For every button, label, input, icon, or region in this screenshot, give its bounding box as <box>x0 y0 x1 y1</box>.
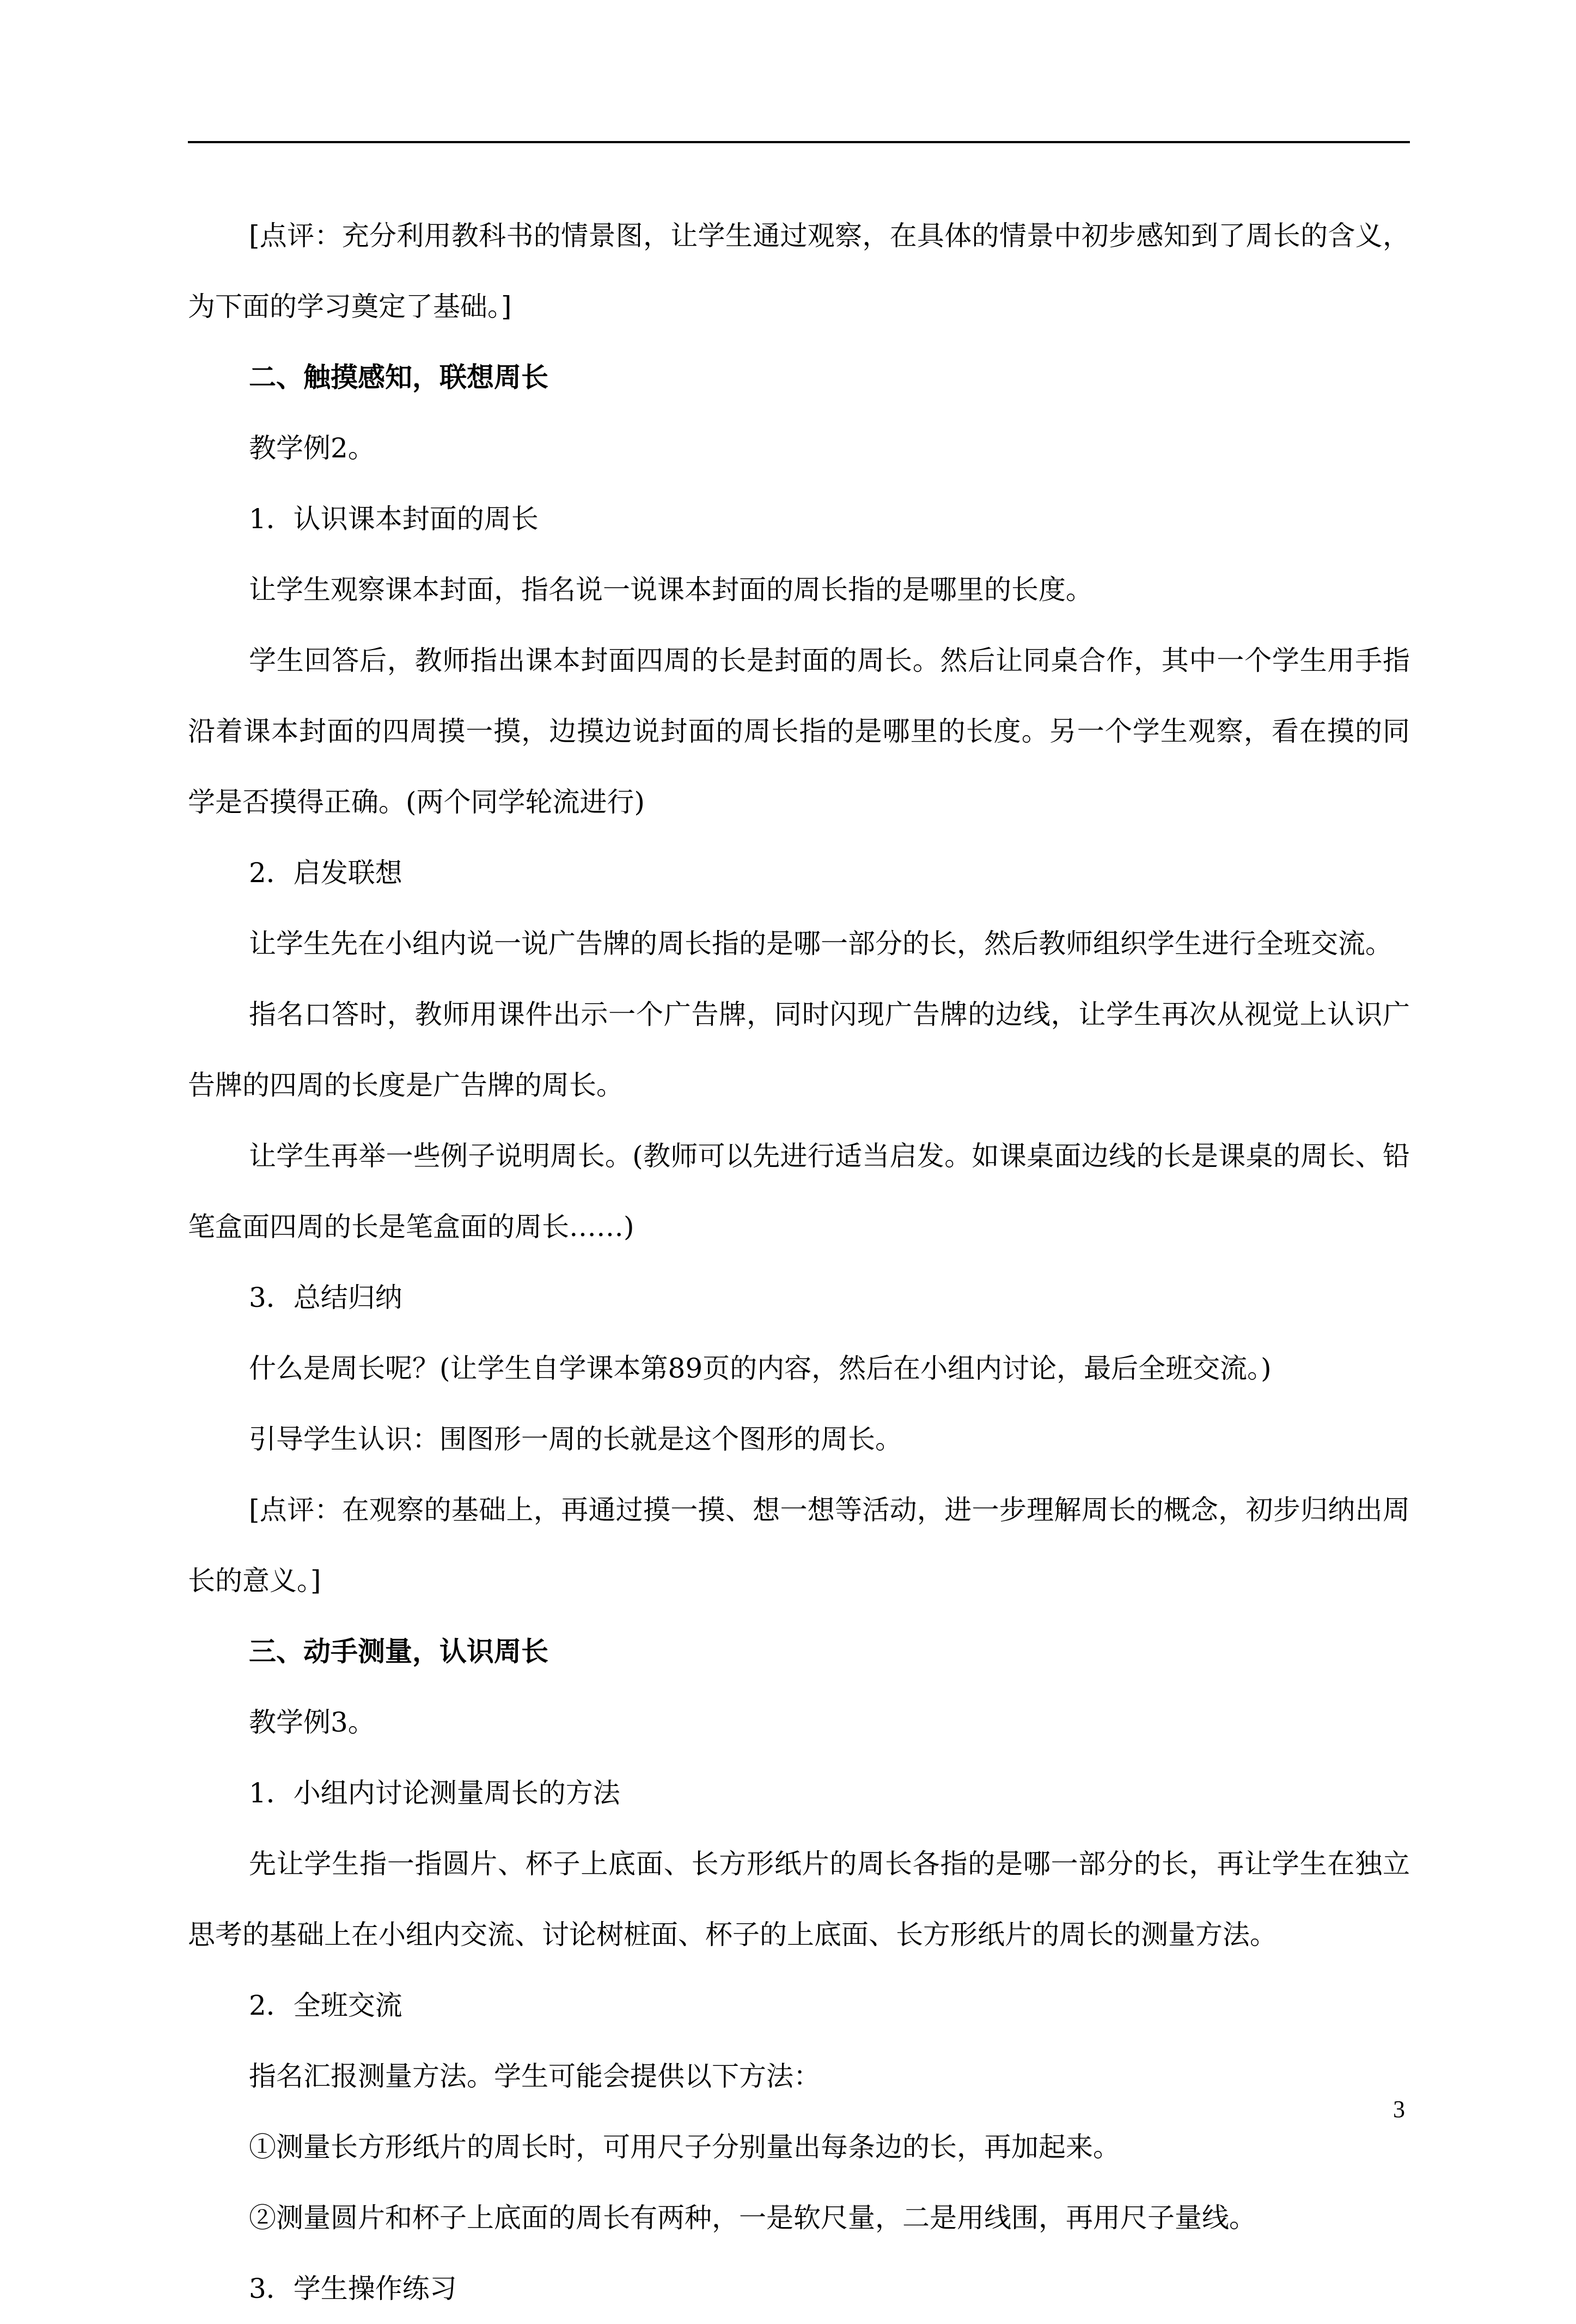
paragraph: 让学生先在小组内说一说广告牌的周长指的是哪一部分的长，然后教师组织学生进行全班交流。 <box>249 928 1392 959</box>
subheading: 1．认识课本封面的周长 <box>249 503 539 535</box>
page-number: 3 <box>1393 2096 1405 2123</box>
subheading: 2．全班交流 <box>249 1990 402 2021</box>
paragraph: 引导学生认识：围图形一周的长就是这个图形的周长。 <box>249 1423 902 1455</box>
section-heading: 二、触摸感知，联想周长 <box>249 361 548 393</box>
subheading: 1．小组内讨论测量周长的方法 <box>249 1777 620 1809</box>
list-item: ①测量长方形纸片的周长时，可用尺子分别量出每条边的长，再加起来。 <box>249 2131 1120 2163</box>
header-rule <box>188 141 1410 143</box>
list-item: ②测量圆片和杯子上底面的周长有两种，一是软尺量，二是用线围，再用尺子量线。 <box>249 2202 1256 2234</box>
paragraph: 指名汇报测量方法。学生可能会提供以下方法： <box>249 2060 821 2092</box>
paragraph: 让学生再举一些例子说明周长。(教师可以先进行适当启发。如课桌面边线的长是课桌的周长、铅笔盒面四周的长是笔盒面的周长……) <box>188 1140 1410 1243</box>
paragraph: [点评：在观察的基础上，再通过摸一摸、想一想等活动，进一步理解周长的概念，初步归纳出周长的意义。] <box>188 1494 1410 1597</box>
paragraph: 教学例3。 <box>249 1707 375 1738</box>
paragraph: 教学例2。 <box>249 432 375 464</box>
paragraph: 让学生观察课本封面，指名说一说课本封面的周长指的是哪里的长度。 <box>249 574 1093 606</box>
section-heading: 三、动手测量，认识周长 <box>249 1635 548 1667</box>
subheading: 3．总结归纳 <box>249 1282 402 1313</box>
paragraph: 什么是周长呢？(让学生自学课本第89页的内容，然后在小组内讨论，最后全班交流。) <box>249 1353 1272 1384</box>
subheading: 2．启发联想 <box>249 857 402 889</box>
paragraph: [点评：充分利用教科书的情景图，让学生通过观察，在具体的情景中初步感知到了周长的含义，为下面的学习奠定了基础。] <box>188 220 1410 322</box>
paragraph: 指名口答时，教师用课件出示一个广告牌，同时闪现广告牌的边线，让学生再次从视觉上认识广告牌的四周的长度是广告牌的周长。 <box>188 999 1410 1101</box>
paragraph: 先让学生指一指圆片、杯子上底面、长方形纸片的周长各指的是哪一部分的长，再让学生在独立思考的基础上在小组内交流、讨论树桩面、杯子的上底面、长方形纸片的周长的测量方法。 <box>188 1848 1410 1950</box>
paragraph: 学生回答后，教师指出课本封面四周的长是封面的周长。然后让同桌合作，其中一个学生用手指沿着课本封面的四周摸一摸，边摸边说封面的周长指的是哪里的长度。另一个学生观察，看在摸的同学是否摸得正确。(两个同学轮流进行) <box>188 645 1410 818</box>
document-body <box>188 200 1410 2324</box>
subheading: 3．学生操作练习 <box>249 2273 457 2304</box>
